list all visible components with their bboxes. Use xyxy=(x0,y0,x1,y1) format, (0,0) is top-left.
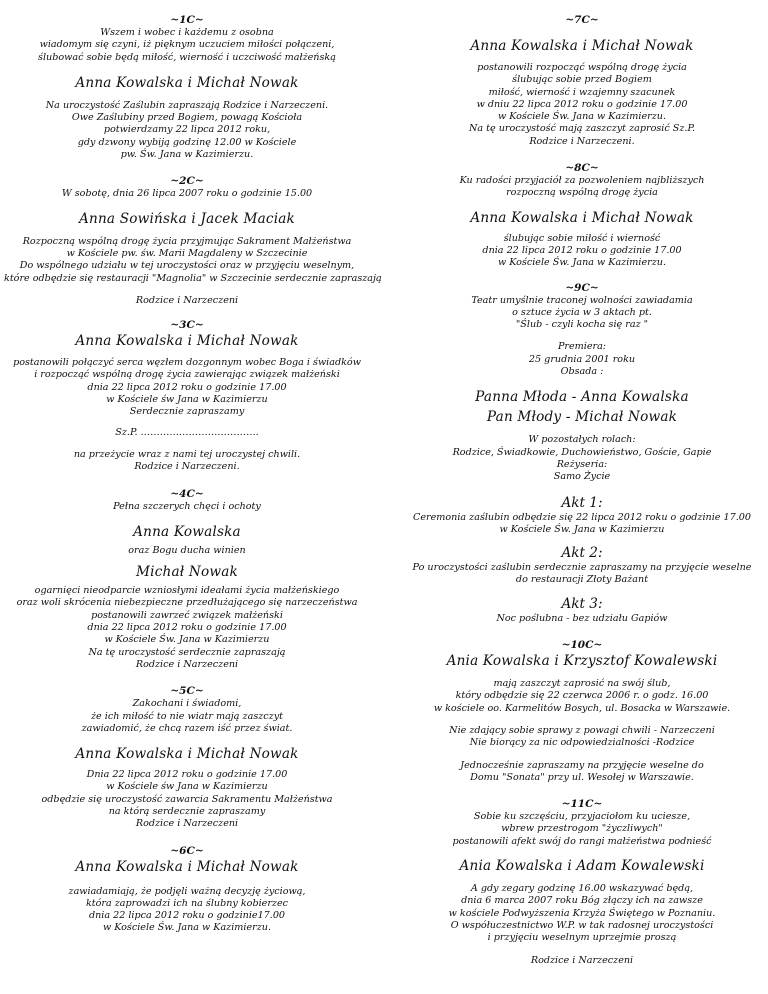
act-2-heading: Akt 2: xyxy=(561,545,603,562)
act-3-text: Noc poślubna - bez udziału Gapiów xyxy=(496,612,668,624)
invitation-intro: W sobotę, dnia 26 lipca 2007 roku o godzinie 15.00 xyxy=(61,188,313,200)
invitation-body: postanowili rozpocząć wspólną drogę życia ślubując sobie przed Bogiem miłość, wierność i wzajemny szacunek w dniu 22 lipca 2012 roku o godzinie 17.00 w Kościele Św. Jana w Kazimierzu. Na tę uroczystość mają zaszczyt zaprosić Sz.P. Rodzice i Narzeczeni. xyxy=(468,62,696,147)
couple-names: Anna Kowalska i Michał Nowak xyxy=(75,74,299,91)
invitation-intro: Sobie ku szczęściu, przyjaciołom ku uciesze, wbrew przestrogom "życzliwych" postanowili afekt swój do rangi małżeństwa podnieść xyxy=(452,811,712,847)
invitation-8 xyxy=(396,162,768,269)
couple-names: Anna Kowalska i Michał Nowak xyxy=(470,209,694,226)
invitation-number: ~1C~ xyxy=(170,14,204,26)
premiere-info: Premiera: 25 grudnia 2001 roku Obsada : xyxy=(528,341,636,378)
act-2-text: Po uroczystości zaślubin serdecznie zapraszamy na przyjęcie weselne do restauracji Złoty Bażant xyxy=(412,562,752,586)
act-1-text: Ceremonia zaślubin odbędzie się 22 lipca 2012 roku o godzinie 17.00 w Kościele Św. Jana w Kazimierzu xyxy=(413,511,751,535)
invitation-9 xyxy=(396,282,768,625)
signature: Rodzice i Narzeczeni xyxy=(135,294,239,306)
invitation-body: ślubując sobie miłość i wierność dnia 22 lipca 2012 roku o godzinie 17.00 w Kościele Św. Jana w Kazimierzu. xyxy=(482,232,682,269)
invitation-body: Rozpoczną wspólną drogę życia przyjmując Sakrament Małżeństwa w Kościele pw. św. Marii Magdaleny w Szczecinie Do wspólnego udziału w tej uroczystości oraz w przyjęciu weselnym, które odbędzie się restauracji "Magnolia" w Szczecinie serdecznie zapraszają xyxy=(4,235,382,284)
invitation-number: ~7C~ xyxy=(565,14,599,26)
signature: Rodzice i Narzeczeni xyxy=(530,955,634,967)
invitation-6 xyxy=(4,845,370,935)
groom-name: Michał Nowak xyxy=(136,564,238,581)
invitation-number: ~6C~ xyxy=(170,844,204,857)
invitation-body: Dnia 22 lipca 2012 roku o godzinie 17.00 w Kościele św Jana w Kazimierzu odbędzie się uroczystość zawarcia Sakramentu Małżeństwa na którą serdecznie zapraszamy Rodzice i Narzeczeni xyxy=(41,769,333,830)
invitation-5 xyxy=(4,685,370,830)
reception-info: Jednocześnie zapraszamy na przyjęcie weselne do Domu "Sonata" przy ul. Wesołej w Warszawie. xyxy=(460,759,704,783)
couple-names: Anna Sowińska i Jacek Maciak xyxy=(79,210,295,227)
invitation-closing: na przeżycie wraz z nami tej uroczystej chwili. Rodzice i Narzeczeni. xyxy=(73,448,301,473)
invitation-3 xyxy=(4,319,370,473)
act-3-heading: Akt 3: xyxy=(561,595,603,612)
act-1-heading: Akt 1: xyxy=(561,494,603,511)
guest-placeholder: Sz.P. ………………………………. xyxy=(115,426,259,438)
invitation-number: ~5C~ xyxy=(170,685,204,698)
invitation-number: ~4C~ xyxy=(170,487,204,500)
groom-role: Pan Młody - Michał Nowak xyxy=(486,409,678,426)
invitation-7 xyxy=(396,14,768,148)
couple-names: Ania Kowalska i Krzysztof Kowalewski xyxy=(446,653,718,670)
invitation-intro: Pełna szczerych chęci i ochoty xyxy=(113,500,261,512)
couple-names: Anna Kowalska i Michał Nowak xyxy=(75,746,299,763)
invitation-2 xyxy=(4,175,382,307)
invitation-11 xyxy=(396,798,768,968)
invitation-number: ~2C~ xyxy=(170,175,204,188)
invitation-body: mają zaszczyt zaprosić na swój ślub, który odbędzie się 22 czerwca 2006 r. o godz. 16.00 w kościele oo. Karmelitów Bosych, ul. Bosacka w Warszawie. xyxy=(433,678,731,714)
bride-role: Panna Młoda - Anna Kowalska xyxy=(475,389,689,406)
invitation-intro: Teatr umyślnie traconej wolności zawiadamia o sztuce życia w 3 aktach pt. "Ślub - czyli kocha się raz " xyxy=(471,294,693,331)
invitation-number: ~10C~ xyxy=(561,639,603,652)
invitation-body: ogarnięci nieodparcie wzniosłymi ideałami życia małżeńskiego oraz woli skrócenia niebezpieczne przedłużającego się narzeczeństwa postanowili zawrzeć związek małżeński dnia 22 lipca 2012 roku o godzinie 17.00 w Kościele Św. Jana w Kazimierzu Na tę uroczystość serdecznie zapraszają Rodzice i Narzeczeni xyxy=(16,585,358,670)
right-column xyxy=(396,14,768,968)
couple-names: Anna Kowalska i Michał Nowak xyxy=(470,38,694,54)
cast-info: W pozostałych rolach: Rodzice, Świadkowie, Duchowieństwo, Goście, Gapie Reżyseria: Samo Życie xyxy=(452,434,712,483)
couple-names: Anna Kowalska i Michał Nowak xyxy=(75,858,299,875)
invitation-intro: Ku radości przyjaciół za pozwoleniem najbliższych rozpoczną wspólną drogę życia xyxy=(459,175,705,199)
couple-names: Anna Kowalska i Michał Nowak xyxy=(75,333,299,350)
invitation-body: Na uroczystość Zaślubin zapraszają Rodzice i Narzeczeni. Owe Zaślubiny przed Bogiem, powagą Kościoła potwierdzamy 22 lipca 2012 roku, gdy dzwony wybiją godzinę 12.00 w Kościele pw. Św. Jana w Kazimierzu. xyxy=(45,99,329,161)
invitation-10 xyxy=(396,639,768,784)
invitation-middle: oraz Bogu ducha winien xyxy=(128,544,246,556)
invitation-1 xyxy=(4,14,370,161)
invitation-number: ~8C~ xyxy=(565,162,599,175)
invitation-4 xyxy=(4,488,370,672)
invitation-number: ~3C~ xyxy=(170,319,204,332)
invitation-number: ~9C~ xyxy=(565,281,599,294)
couple-names: Ania Kowalska i Adam Kowalewski xyxy=(459,857,705,874)
invitation-intro: Zakochani i świadomi, że ich miłość to nie wiatr mają zaszczyt zawiadomić, że chcą razem iść przez świat. xyxy=(81,698,293,734)
invitation-intro: Wszem i wobec i każdemu z osobna wiadomym się czyni, iż pięknym uczuciem miłości połączeni, ślubować sobie będą miłość, wierność i uczciwość małżeńską xyxy=(38,27,336,63)
invitation-body: zawiadamiają, że podjęli ważną decyzję życiową, która zaprowadzi ich na ślubny kobierzec dnia 22 lipca 2012 roku o godzinie17.00 w Kościele Św. Jana w Kazimierzu. xyxy=(68,885,306,934)
bride-name: Anna Kowalska xyxy=(133,523,241,540)
invitation-number: ~11C~ xyxy=(561,798,603,811)
invitation-humor: Nie zdający sobie sprawy z powagi chwili - Narzeczeni Nie biorący za nic odpowiedzialności -Rodzice xyxy=(449,724,715,749)
invitation-body: postanowili połączyć serca węzłem dozgonnym wobec Boga i świadków i rozpocząć wspólną drogę życia zawierając związek małżeński dnia 22 lipca 2012 roku o godzinie 17.00 w Kościele św Jana w Kazimierzu Serdecznie zapraszamy xyxy=(13,357,361,418)
left-column xyxy=(4,14,382,935)
invitation-body: A gdy zegary godzinę 16.00 wskazywać będą, dnia 6 marca 2007 roku Bóg złączy ich na zawsze w kościele Podwyższenia Krzyża Świętego w Poznaniu. O współuczestnictwo W.P. w tak radosnej uroczystości i przyjęciu weselnym uprzejmie proszą xyxy=(448,882,716,944)
